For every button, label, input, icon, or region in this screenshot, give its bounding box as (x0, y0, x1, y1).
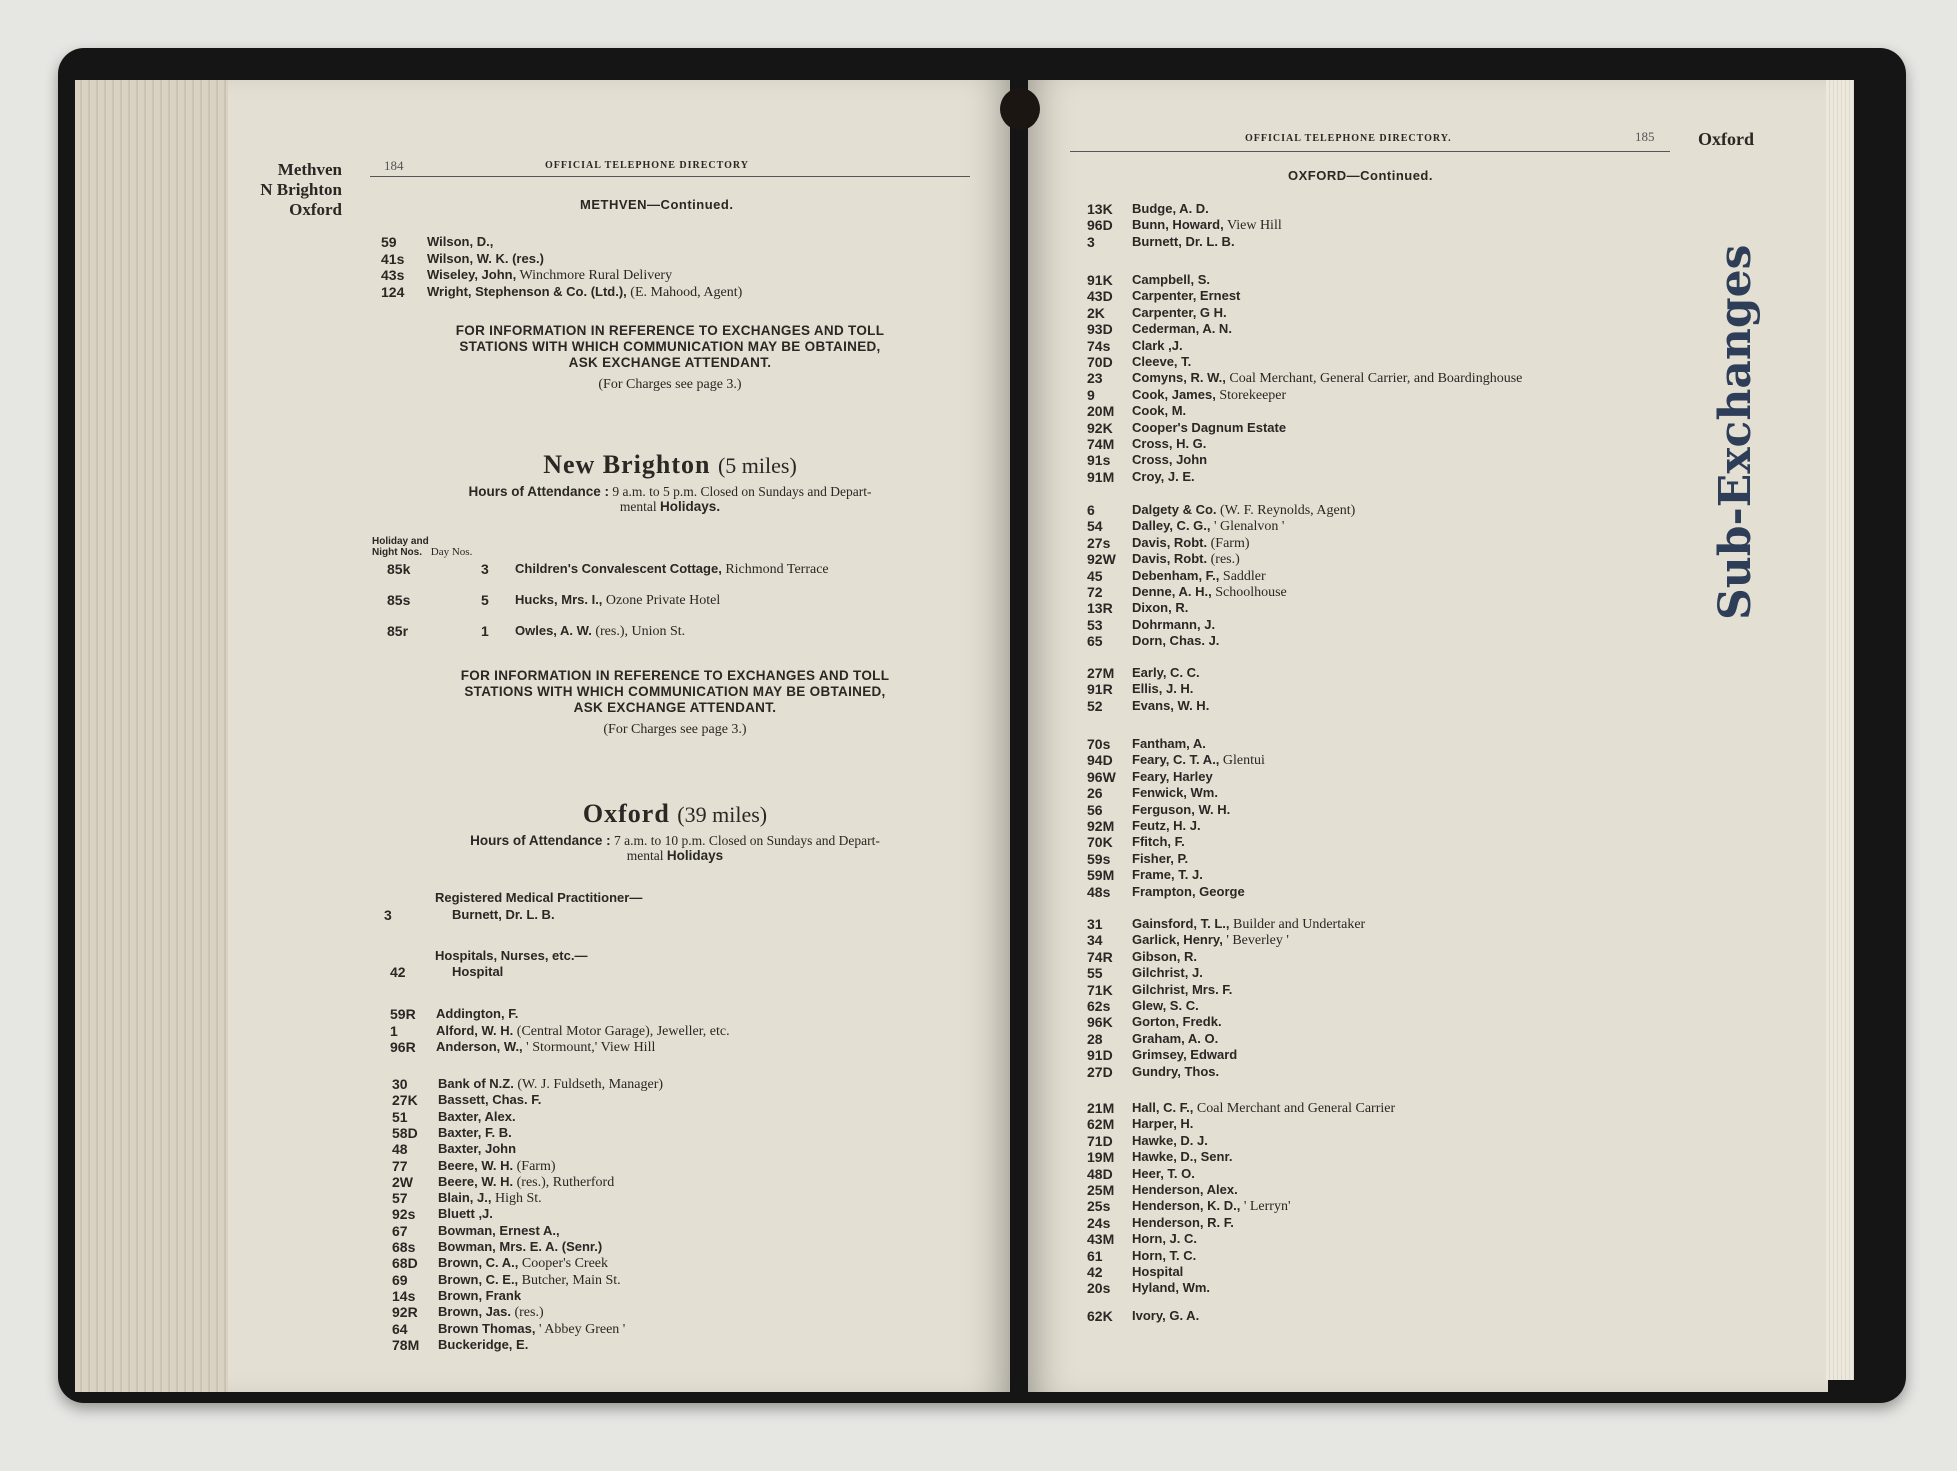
entry-detail: (Farm) (1207, 535, 1250, 551)
subscriber-name: Denne, A. H., Schoolhouse (1132, 584, 1287, 600)
phone-number: 74R (1087, 948, 1113, 965)
phone-number: 34 (1087, 932, 1103, 949)
phone-number: 64 (392, 1320, 408, 1337)
entry-detail: (res.) (1207, 552, 1240, 568)
entry-detail: ' Abbey Green ' (535, 1321, 626, 1337)
subscriber-name: Bassett, Chas. F. (438, 1092, 542, 1108)
subscriber-name: Budge, A. D. (1132, 201, 1209, 216)
subscriber-name: Bunn, Howard, View Hill (1132, 217, 1282, 234)
subscriber-name: Davis, Robt. (Farm) (1132, 534, 1250, 551)
sub-exchanges-tab: Sub-Exchanges (1710, 244, 1761, 620)
phone-number: 27K (392, 1092, 418, 1109)
phone-number: 61 (1087, 1247, 1103, 1264)
hours-text: 9 a.m. to 5 p.m. Closed on Sundays and Depart- (612, 484, 872, 499)
charges-note-1: (For Charges see page 3.) (598, 377, 742, 392)
entry-detail: ' Glenalvon ' (1210, 519, 1285, 535)
phone-number: 45 (1087, 567, 1103, 584)
subscriber-name: Gibson, R. (1132, 948, 1197, 964)
phone-number: 24s (1087, 1214, 1111, 1231)
subscriber-name: Beere, W. H. (res.), Rutherford (438, 1173, 615, 1190)
entry-detail: Glentui (1219, 753, 1265, 769)
subscriber-name: Campbell, S. (1132, 272, 1211, 287)
subscriber-name: Fisher, P. (1132, 850, 1189, 866)
hours-text-2: mental (619, 499, 657, 514)
hours-holiday: Holidays (666, 848, 724, 863)
subscriber-name: Horn, T. C. (1132, 1247, 1197, 1263)
subscriber-name: Dohrmann, J. (1132, 616, 1216, 632)
entry-detail: Schoolhouse (1211, 585, 1287, 600)
subscriber-name: Henderson, K. D., ' Lerryn' (1132, 1198, 1291, 1215)
subscriber-name: Alford, W. H. (Central Motor Garage), Jeweller, etc. (436, 1022, 730, 1039)
phone-number: 41s (381, 250, 405, 267)
header-rule-left (370, 176, 970, 177)
subscriber-name: Hucks, Mrs. I., Ozone Private Hotel (515, 592, 721, 608)
notice-line: ASK EXCHANGE ATTENDANT. (568, 355, 772, 370)
day-number: 5 (481, 592, 489, 608)
subscriber-name: Cross, H. G. (1132, 436, 1207, 451)
entry-detail: View Hill (1223, 218, 1282, 234)
phone-number: 13K (1087, 201, 1113, 217)
phone-number: 53 (1087, 616, 1103, 633)
subscriber-name: Glew, S. C. (1132, 998, 1199, 1013)
phone-number: 92M (1087, 818, 1115, 834)
subscriber-name: Wright, Stephenson & Co. (Ltd.), (E. Mahood, Agent) (427, 283, 743, 300)
phone-number: 48 (392, 1141, 408, 1158)
subscriber-name: Garlick, Henry, ' Beverley ' (1132, 932, 1289, 949)
phone-number: 96K (1087, 1014, 1113, 1031)
subscriber-name: Hall, C. F., Coal Merchant and General Carrier (1132, 1100, 1396, 1116)
phone-number: 20s (1087, 1280, 1111, 1297)
entry-detail: ' Beverley ' (1222, 933, 1289, 949)
phone-number: 68D (392, 1255, 418, 1272)
subscriber-name: Cleeve, T. (1132, 354, 1192, 369)
town-miles: (5 miles) (717, 453, 797, 478)
subscriber-name: Dalgety & Co. (W. F. Reynolds, Agent) (1132, 502, 1356, 518)
col-head-night: Night Nos. (372, 547, 422, 558)
subscriber-name: Carpenter, G H. (1132, 304, 1227, 320)
subscriber-name: Clark ,J. (1132, 337, 1183, 353)
subscriber-name: Brown, C. A., Cooper's Creek (438, 1255, 609, 1272)
phone-number: 96W (1087, 768, 1116, 785)
notice-line: ASK EXCHANGE ATTENDANT. (573, 700, 777, 715)
subscriber-name: Cooper's Dagnum Estate (1132, 419, 1287, 435)
entry-detail: (W. J. Fuldseth, Manager) (513, 1077, 664, 1092)
subscriber-name: Burnett, Dr. L. B. (452, 907, 555, 922)
subscriber-name: Feary, C. T. A., Glentui (1132, 752, 1265, 769)
subscriber-name: Cederman, A. N. (1132, 321, 1232, 337)
subscriber-name: Hyland, Wm. (1132, 1280, 1211, 1296)
subscriber-name: Ellis, J. H. (1132, 681, 1194, 697)
phone-number: 48D (1087, 1165, 1113, 1182)
phone-number: 67 (392, 1222, 408, 1239)
hours-holiday: Holidays. (660, 499, 721, 514)
column-heads (372, 537, 472, 558)
phone-number: 96R (390, 1039, 416, 1055)
side-index-nbrighton: N Brighton (260, 180, 342, 199)
phone-number: 20M (1087, 403, 1115, 420)
phone-number: 48s (1087, 883, 1111, 900)
entry-detail: Coal Merchant, General Carrier, and Boardinghouse (1225, 371, 1523, 387)
subscriber-name: Owles, A. W. (res.), Union St. (515, 623, 686, 639)
subscriber-name: Beere, W. H. (Farm) (438, 1157, 556, 1174)
hours-label: Hours of Attendance : (468, 484, 610, 499)
phone-number: 31 (1087, 916, 1103, 932)
phone-number: 77 (392, 1157, 408, 1174)
entry-detail: Storekeeper (1215, 387, 1287, 403)
phone-number: 26 (1087, 785, 1103, 802)
hours-text-2: mental (626, 848, 664, 863)
entry-detail: ' Lerryn' (1240, 1199, 1291, 1215)
side-index-methven: Methven (277, 160, 342, 179)
phone-number: 65 (1087, 633, 1103, 650)
subscriber-name: Wilson, D., (427, 234, 494, 249)
phone-number: 42 (1087, 1264, 1103, 1280)
subscriber-name: Cross, John (1132, 452, 1208, 468)
subscriber-name: Fantham, A. (1132, 736, 1206, 751)
subscriber-name: Children's Convalescent Cottage, Richmond Terrace (515, 561, 829, 577)
subscriber-name: Hospital (452, 964, 504, 979)
phone-number: 96D (1087, 217, 1113, 234)
phone-number: 27M (1087, 665, 1115, 681)
subscriber-name: Ferguson, W. H. (1132, 801, 1231, 817)
side-index-right: Oxford (1698, 129, 1754, 149)
phone-number: 91M (1087, 468, 1115, 485)
page-edges-left (75, 80, 235, 1392)
subscriber-name: Blain, J., High St. (438, 1190, 542, 1207)
phone-number: 42 (390, 964, 406, 980)
subscriber-name: Evans, W. H. (1132, 697, 1210, 713)
phone-number: 25s (1087, 1198, 1111, 1215)
subscriber-name: Baxter, Alex. (438, 1108, 516, 1124)
new-brighton-heading (370, 450, 970, 480)
phone-number: 69 (392, 1271, 408, 1288)
phone-number: 2W (392, 1173, 413, 1190)
phone-number: 21M (1087, 1100, 1115, 1116)
subscriber-name: Croy, J. E. (1132, 468, 1195, 484)
phone-number: 62s (1087, 998, 1111, 1014)
subscriber-name: Feary, Harley (1132, 768, 1213, 784)
subscriber-name: Gilchrist, J. (1132, 965, 1203, 981)
medical-heading: Registered Medical Practitioner— (435, 890, 643, 905)
subscriber-name: Brown, C. E., Butcher, Main St. (438, 1271, 621, 1288)
phone-number: 1 (390, 1022, 398, 1039)
charges-note-2: (For Charges see page 3.) (603, 722, 747, 737)
phone-number: 43s (381, 267, 405, 283)
entry-detail: (Farm) (513, 1158, 556, 1174)
subscriber-name: Davis, Robt. (res.) (1132, 551, 1240, 568)
day-number: 3 (481, 561, 489, 577)
subscriber-name: Henderson, R. F. (1132, 1214, 1234, 1230)
page-number-left: 184 (384, 158, 404, 173)
phone-number: 6 (1087, 502, 1095, 518)
town-title: New Brighton (543, 450, 711, 479)
subscriber-name: Bluett ,J. (438, 1206, 493, 1222)
subscriber-name: Hawke, D. J. (1132, 1132, 1208, 1148)
subscriber-name: Brown Thomas, ' Abbey Green ' (438, 1320, 626, 1337)
subscriber-name: Dalley, C. G., ' Glenalvon ' (1132, 518, 1285, 535)
phone-number: 91s (1087, 452, 1111, 469)
phone-number: 74s (1087, 337, 1111, 354)
subscriber-name: Bowman, Ernest A., (438, 1222, 560, 1238)
phone-number: 91D (1087, 1047, 1113, 1064)
phone-number: 25M (1087, 1182, 1115, 1198)
side-index-oxford: Oxford (289, 200, 342, 219)
hours-label: Hours of Attendance : (470, 833, 611, 848)
entry-detail: Richmond Terrace (721, 562, 829, 577)
header-rule-right (1070, 151, 1670, 152)
phone-number: 9 (1087, 386, 1095, 403)
subscriber-name: Fenwick, Wm. (1132, 785, 1218, 801)
subscriber-name: Comyns, R. W., Coal Merchant, General Carrier, and Boardinghouse (1132, 370, 1523, 387)
subscriber-name: Gainsford, T. L., Builder and Undertaker (1132, 916, 1366, 932)
phone-number: 91K (1087, 272, 1113, 288)
entry-detail: (res.) (510, 1305, 544, 1321)
entry-detail: ' Stormount,' View Hill (522, 1040, 656, 1055)
phone-number: 30 (392, 1076, 408, 1092)
new-brighton-hours (385, 484, 955, 514)
phone-number: 55 (1087, 965, 1103, 982)
phone-number: 57 (392, 1190, 408, 1207)
phone-number: 71K (1087, 981, 1113, 998)
subscriber-name: Anderson, W., ' Stormount,' View Hill (436, 1039, 656, 1055)
subscriber-name: Debenham, F., Saddler (1132, 567, 1266, 584)
subscriber-name: Ivory, G. A. (1132, 1308, 1200, 1323)
phone-number: 62K (1087, 1308, 1113, 1324)
phone-number: 3 (384, 907, 392, 923)
subscriber-name: Feutz, H. J. (1132, 818, 1201, 833)
subscriber-name: Bowman, Mrs. E. A. (Senr.) (438, 1239, 603, 1254)
entry-detail: (E. Mahood, Agent) (626, 284, 743, 300)
entry-detail: (W. F. Reynolds, Agent) (1216, 503, 1356, 518)
subscriber-name: Horn, J. C. (1132, 1231, 1198, 1247)
binding-hole (1000, 88, 1040, 130)
notice-line: FOR INFORMATION IN REFERENCE TO EXCHANGES AND TOLL (460, 668, 890, 683)
side-index-left (240, 160, 342, 220)
phone-number: 70K (1087, 834, 1113, 851)
night-number: 85k (387, 561, 411, 577)
subscriber-name: Addington, F. (436, 1006, 519, 1021)
notice-line: STATIONS WITH WHICH COMMUNICATION MAY BE OBTAINED, (459, 339, 881, 354)
subscriber-name: Heer, T. O. (1132, 1165, 1195, 1181)
subscriber-name: Cook, James, Storekeeper (1132, 386, 1287, 403)
phone-number: 27D (1087, 1063, 1113, 1080)
phone-number: 2K (1087, 304, 1105, 321)
phone-number: 94D (1087, 752, 1113, 769)
subscriber-name: Dorn, Chas. J. (1132, 633, 1220, 649)
subscriber-name: Gilchrist, Mrs. F. (1132, 981, 1233, 997)
subscriber-name: Burnett, Dr. L. B. (1132, 233, 1235, 249)
entry-detail: Coal Merchant and General Carrier (1193, 1101, 1396, 1116)
running-head-left: OFFICIAL TELEPHONE DIRECTORY (545, 160, 749, 171)
phone-number: 92W (1087, 551, 1116, 568)
subscriber-name: Grimsey, Edward (1132, 1047, 1238, 1063)
section-continued-right: OXFORD—Continued. (1288, 168, 1433, 183)
entry-detail: Builder and Undertaker (1229, 917, 1366, 932)
subscriber-name: Ffitch, F. (1132, 834, 1185, 850)
phone-number: 23 (1087, 370, 1103, 387)
exchange-notice-2 (370, 668, 980, 716)
subscriber-name: Brown, Frank (438, 1287, 522, 1303)
phone-number: 91R (1087, 681, 1113, 698)
phone-number: 93D (1087, 321, 1113, 338)
subscriber-name: Henderson, Alex. (1132, 1182, 1238, 1197)
phone-number: 59s (1087, 850, 1111, 867)
entry-detail: (Central Motor Garage), Jeweller, etc. (513, 1023, 730, 1039)
phone-number: 54 (1087, 518, 1103, 535)
entry-detail: Winchmore Rural Delivery (516, 268, 673, 283)
phone-number: 70s (1087, 736, 1111, 752)
entry-detail: Ozone Private Hotel (602, 593, 721, 608)
phone-number: 68s (392, 1239, 416, 1255)
phone-number: 59R (390, 1006, 416, 1022)
phone-number: 74M (1087, 436, 1115, 452)
subscriber-name: Brown, Jas. (res.) (438, 1304, 544, 1321)
notice-line: FOR INFORMATION IN REFERENCE TO EXCHANGES AND TOLL (455, 323, 885, 338)
phone-number: 27s (1087, 534, 1111, 551)
subscriber-name: Baxter, F. B. (438, 1124, 512, 1140)
phone-number: 71D (1087, 1132, 1113, 1149)
phone-number: 92K (1087, 419, 1113, 436)
subscriber-name: Buckeridge, E. (438, 1336, 529, 1352)
oxford-heading (370, 799, 980, 829)
entry-detail: High St. (491, 1191, 542, 1207)
subscriber-name: Baxter, John (438, 1141, 517, 1157)
subscriber-name: Frampton, George (1132, 883, 1245, 899)
phone-number: 78M (392, 1336, 420, 1353)
phone-number: 14s (392, 1287, 416, 1304)
subscriber-name: Hospital (1132, 1264, 1184, 1279)
subscriber-name: Cook, M. (1132, 403, 1187, 419)
phone-number: 72 (1087, 584, 1103, 600)
phone-number: 13R (1087, 600, 1113, 617)
col-head-holiday: Holiday and (372, 536, 429, 547)
page-edges-right (1826, 80, 1854, 1380)
phone-number: 59 (381, 234, 397, 250)
phone-number: 43M (1087, 1231, 1115, 1248)
town-miles: (39 miles) (677, 802, 768, 827)
exchange-notice-1 (370, 323, 970, 371)
oxford-hours (390, 833, 960, 863)
subscriber-name: Graham, A. O. (1132, 1030, 1219, 1046)
subscriber-name: Wiseley, John, Winchmore Rural Delivery (427, 267, 673, 283)
subscriber-name: Frame, T. J. (1132, 867, 1203, 883)
phone-number: 92R (392, 1304, 418, 1321)
notice-line: STATIONS WITH WHICH COMMUNICATION MAY BE OBTAINED, (464, 684, 886, 699)
subscriber-name: Early, C. C. (1132, 665, 1200, 680)
hours-text: 7 a.m. to 10 p.m. Closed on Sundays and Depart- (614, 833, 880, 848)
day-number: 1 (481, 623, 489, 639)
phone-number: 58D (392, 1124, 418, 1141)
phone-number: 70D (1087, 354, 1113, 370)
subscriber-name: Hawke, D., Senr. (1132, 1149, 1233, 1165)
subscriber-name: Carpenter, Ernest (1132, 288, 1241, 304)
phone-number: 92s (392, 1206, 416, 1223)
subscriber-name: Harper, H. (1132, 1116, 1194, 1132)
night-number: 85s (387, 592, 411, 608)
subscriber-name: Bank of N.Z. (W. J. Fuldseth, Manager) (438, 1076, 664, 1092)
phone-number: 3 (1087, 233, 1095, 250)
phone-number: 124 (381, 283, 405, 300)
town-title: Oxford (582, 799, 670, 828)
entry-detail: (res.), Rutherford (513, 1174, 615, 1190)
phone-number: 51 (392, 1108, 408, 1125)
hospitals-heading: Hospitals, Nurses, etc.— (435, 948, 588, 963)
phone-number: 19M (1087, 1149, 1115, 1166)
phone-number: 62M (1087, 1116, 1115, 1133)
phone-number: 52 (1087, 697, 1103, 714)
section-continued-left: METHVEN—Continued. (580, 197, 734, 212)
night-number: 85r (387, 623, 409, 639)
running-head-right: OFFICIAL TELEPHONE DIRECTORY. (1245, 133, 1452, 144)
entry-detail: Cooper's Creek (518, 1256, 609, 1272)
subscriber-name: Wilson, W. K. (res.) (427, 250, 544, 266)
col-head-day: Day Nos. (430, 546, 473, 558)
entry-detail: Butcher, Main St. (518, 1272, 621, 1288)
page-number-right: 185 (1635, 129, 1655, 144)
phone-number: 28 (1087, 1030, 1103, 1047)
entry-detail: (res.), Union St. (591, 624, 686, 639)
subscriber-name: Gundry, Thos. (1132, 1063, 1220, 1079)
entry-detail: Saddler (1219, 568, 1266, 584)
phone-number: 56 (1087, 801, 1103, 818)
subscriber-name: Dixon, R. (1132, 600, 1189, 616)
phone-number: 59M (1087, 867, 1115, 884)
subscriber-name: Gorton, Fredk. (1132, 1014, 1222, 1030)
phone-number: 43D (1087, 288, 1113, 305)
